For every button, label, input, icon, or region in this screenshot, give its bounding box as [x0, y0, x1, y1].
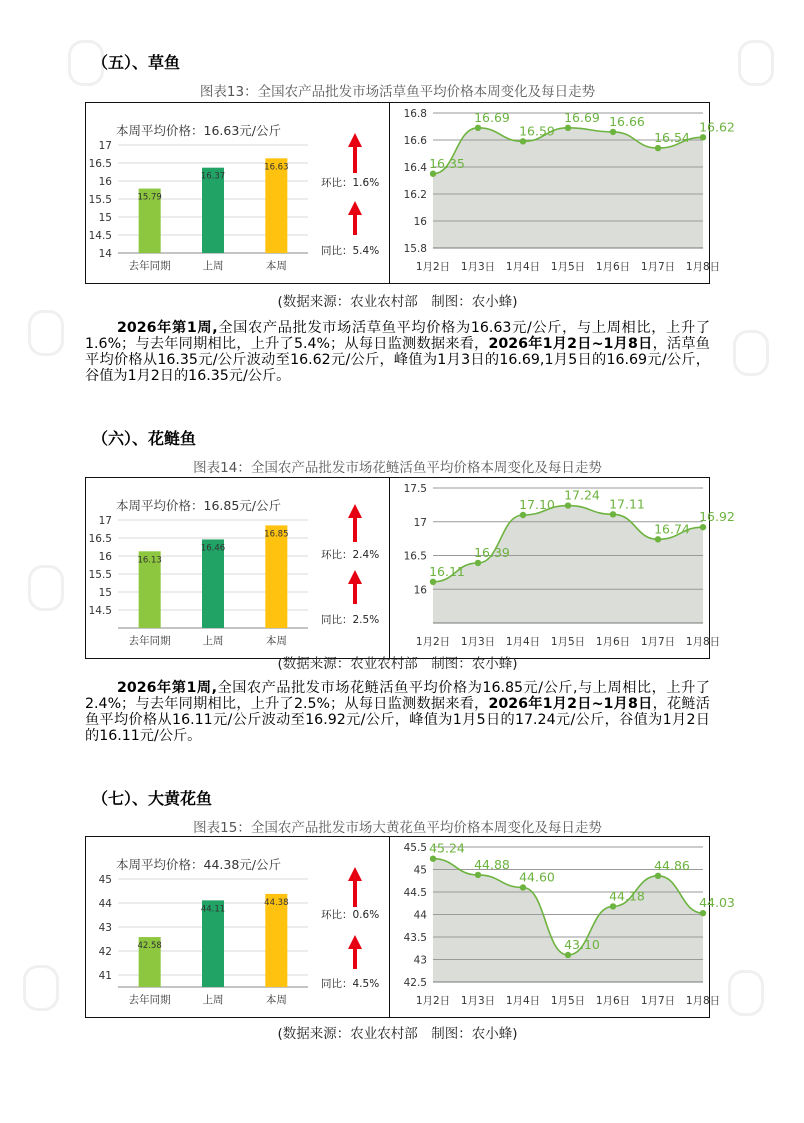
data-point	[655, 536, 661, 542]
y-tick-label: 17	[98, 140, 112, 152]
weekly-bar-panel	[86, 478, 389, 658]
x-tick-label: 1月3日	[460, 261, 496, 273]
data-point	[565, 952, 571, 958]
x-tick-label: 本周	[265, 635, 287, 647]
data-label: 43.10	[564, 937, 600, 952]
bar	[265, 158, 287, 253]
x-tick-label: 上周	[202, 994, 224, 1006]
data-label: 16.39	[474, 544, 510, 560]
weekly-average-label: 本周平均价格：44.38元/公斤	[116, 857, 281, 872]
data-label: 45.24	[429, 840, 465, 856]
data-source: (数据来源：农业农村部 制图：农小蜂)	[277, 294, 518, 310]
x-tick-label: 1月4日	[505, 261, 541, 273]
figure-box	[85, 102, 735, 284]
y-tick-label: 15	[98, 587, 112, 599]
x-tick-label: 1月4日	[505, 636, 541, 648]
data-point	[700, 910, 706, 916]
data-label: 44.18	[609, 888, 645, 904]
y-tick-label: 16	[413, 584, 427, 597]
x-tick-label: 本周	[265, 260, 287, 272]
figure-title: 图表13：全国农产品批发市场活草鱼平均价格本周变化及每日走势	[199, 84, 596, 100]
data-label: 44.86	[654, 857, 690, 873]
data-source: (数据来源：农业农村部 制图：农小蜂)	[277, 656, 518, 672]
weekly-bar-panel	[86, 103, 389, 283]
data-point	[610, 129, 616, 135]
x-tick-label: 本周	[265, 994, 287, 1006]
watermark-logo	[725, 320, 799, 394]
y-tick-label: 17.5	[403, 483, 427, 495]
data-point	[430, 171, 436, 177]
data-point	[520, 884, 526, 890]
weekly-average-label: 本周平均价格：16.85元/公斤	[116, 498, 281, 513]
data-point	[565, 502, 571, 508]
summary-paragraph: 2026年第1周,全国农产品批发市场活草鱼平均价格为16.63元/公斤，与上周相比，上升了1.6%；与去年同期相比，上升了5.4%；从每日监测数据来看，2026年1月2日~1月8日，活草鱼平均价格从16.35元/公斤波动至16.62元/公斤，峰值为1月3日的16.69,1月5日的16.69元/公斤，谷值为1月2日的16.35元/公斤。	[85, 320, 711, 384]
y-tick-label: 16	[98, 176, 112, 188]
x-tick-label: 1月5日	[550, 636, 586, 648]
bar-chart	[86, 478, 316, 658]
data-point	[700, 524, 706, 530]
area-fill	[433, 856, 703, 982]
data-label: 17.24	[564, 487, 600, 503]
data-label: 42.58	[137, 941, 162, 952]
y-tick-label: 16.5	[88, 533, 112, 545]
figure-box	[85, 836, 735, 1018]
data-label: 44.60	[519, 869, 555, 885]
watermark-logo	[20, 300, 94, 374]
x-tick-label: 1月3日	[460, 636, 496, 648]
line-chart	[391, 837, 735, 1017]
y-tick-label: 14.5	[88, 605, 112, 617]
y-tick-label: 45	[98, 874, 112, 886]
section-title: （五）、草鱼	[92, 53, 181, 72]
data-point	[475, 872, 481, 878]
data-label: 44.38	[264, 897, 289, 908]
panel-divider	[389, 478, 390, 658]
arrow-up-icon	[347, 133, 363, 173]
data-point	[430, 856, 436, 862]
bar	[265, 525, 287, 628]
yoy-change-text: 同比：4.5%	[321, 978, 380, 990]
panel-divider	[389, 837, 390, 1017]
y-tick-label: 17	[98, 515, 112, 527]
section-title: （六）、花鲢鱼	[92, 429, 197, 448]
area-fill	[433, 128, 703, 248]
y-tick-label: 43.5	[403, 932, 427, 944]
data-point	[655, 145, 661, 151]
line-chart	[391, 478, 735, 658]
daily-trend-panel	[391, 837, 735, 1017]
data-label: 16.37	[200, 171, 226, 182]
yoy-change-text: 同比：2.5%	[321, 614, 380, 626]
x-tick-label: 1月2日	[415, 261, 451, 273]
data-label: 16.11	[429, 563, 465, 579]
y-tick-label: 16.4	[403, 162, 427, 174]
y-tick-label: 44	[98, 898, 112, 910]
data-label: 16.63	[264, 162, 289, 173]
y-tick-label: 45	[413, 864, 427, 877]
data-point	[565, 125, 571, 131]
y-tick-label: 15.5	[88, 194, 112, 206]
y-tick-label: 44.5	[403, 887, 427, 899]
yoy-change-text: 同比：5.4%	[321, 245, 380, 257]
x-tick-label: 1月2日	[415, 636, 451, 648]
y-tick-label: 15.8	[403, 243, 427, 255]
weekly-average-label: 本周平均价格：16.63元/公斤	[116, 123, 281, 138]
data-point	[520, 512, 526, 518]
y-tick-label: 16.2	[403, 189, 427, 201]
y-tick-label: 44	[413, 909, 427, 922]
arrow-up-icon	[347, 570, 363, 604]
data-source: (数据来源：农业农村部 制图：农小蜂)	[277, 1026, 518, 1042]
y-tick-label: 15	[98, 212, 112, 224]
mom-change-text: 环比：2.4%	[321, 549, 380, 561]
x-tick-label: 1月6日	[595, 636, 631, 648]
x-tick-label: 1月7日	[640, 261, 676, 273]
bar-chart	[86, 103, 316, 283]
y-tick-label: 42	[98, 946, 112, 958]
x-tick-label: 1月2日	[415, 995, 451, 1007]
watermark-logo	[15, 955, 89, 1029]
x-tick-label: 上周	[202, 635, 224, 647]
panel-divider	[389, 103, 390, 283]
y-tick-label: 45.5	[403, 842, 427, 854]
data-label: 44.03	[699, 895, 735, 911]
data-point	[520, 138, 526, 144]
data-label: 16.85	[264, 529, 289, 540]
data-label: 15.79	[137, 192, 162, 203]
data-label: 16.62	[699, 119, 735, 135]
y-tick-label: 16.6	[403, 135, 427, 147]
x-tick-label: 1月8日	[685, 995, 721, 1007]
y-tick-label: 43	[413, 954, 427, 967]
y-tick-label: 14	[98, 248, 112, 260]
mom-change-text: 环比：1.6%	[321, 177, 380, 189]
x-tick-label: 1月7日	[640, 995, 676, 1007]
weekly-bar-panel	[86, 837, 389, 1017]
data-label: 16.35	[429, 155, 465, 171]
data-point	[610, 511, 616, 517]
summary-paragraph: 2026年第1周,全国农产品批发市场花鲢活鱼平均价格为16.85元/公斤,与上周相比，上升了2.4%；与去年同期相比，上升了2.5%；从每日监测数据来看，2026年1月2日~1月8日，花鲢活鱼平均价格从16.11元/公斤波动至16.92元/公斤，峰值为1月5日的17.24元/公斤，谷值为1月2日的16.11元/公斤。	[85, 680, 710, 744]
daily-trend-panel	[391, 103, 735, 283]
y-tick-label: 41	[98, 970, 112, 982]
data-label: 16.69	[474, 109, 510, 125]
x-tick-label: 1月8日	[685, 261, 721, 273]
y-tick-label: 16.8	[403, 108, 427, 120]
figure-box	[85, 477, 735, 659]
data-point	[475, 560, 481, 566]
y-tick-label: 17	[413, 516, 427, 529]
y-tick-label: 16	[413, 216, 427, 228]
data-label: 16.92	[699, 509, 735, 525]
data-label: 16.69	[564, 109, 600, 125]
watermark-logo	[730, 30, 804, 104]
x-tick-label: 1月6日	[595, 995, 631, 1007]
mom-change-text: 环比：0.6%	[321, 909, 380, 921]
y-tick-label: 42.5	[403, 977, 427, 989]
arrow-up-icon	[347, 867, 363, 907]
data-point	[430, 579, 436, 585]
data-label: 17.10	[519, 497, 555, 512]
x-tick-label: 1月5日	[550, 995, 586, 1007]
x-tick-label: 1月6日	[595, 261, 631, 273]
watermark-logo	[20, 555, 94, 629]
y-tick-label: 15.5	[88, 569, 112, 581]
arrow-up-icon	[347, 504, 363, 542]
y-tick-label: 16	[98, 551, 112, 563]
y-tick-label: 16.5	[88, 158, 112, 170]
bar-chart	[86, 837, 316, 1017]
x-tick-label: 1月3日	[460, 995, 496, 1007]
y-tick-label: 16.5	[403, 550, 427, 563]
data-label: 16.13	[137, 555, 162, 566]
data-point	[700, 134, 706, 140]
arrow-up-icon	[347, 201, 363, 235]
x-tick-label: 1月7日	[640, 636, 676, 648]
x-tick-label: 1月8日	[685, 636, 721, 648]
x-tick-label: 去年同期	[128, 635, 171, 647]
x-tick-label: 去年同期	[128, 260, 171, 272]
data-label: 44.11	[200, 904, 226, 915]
figure-title: 图表14：全国农产品批发市场花鲢活鱼平均价格本周变化及每日走势	[193, 460, 602, 476]
data-label: 16.59	[519, 123, 555, 139]
section-title: （七）、大黄花鱼	[92, 789, 213, 808]
x-tick-label: 1月4日	[505, 995, 541, 1007]
arrow-up-icon	[347, 935, 363, 969]
watermark-logo	[720, 960, 794, 1034]
data-label: 16.74	[654, 521, 690, 537]
data-label: 17.11	[609, 496, 645, 512]
data-label: 16.46	[200, 543, 226, 554]
data-point	[610, 903, 616, 909]
data-point	[475, 125, 481, 131]
line-chart	[391, 103, 735, 283]
y-tick-label: 14.5	[88, 230, 112, 242]
x-tick-label: 去年同期	[128, 994, 171, 1006]
x-tick-label: 上周	[202, 260, 224, 272]
data-label: 16.66	[609, 113, 645, 129]
data-label: 44.88	[474, 856, 510, 872]
daily-trend-panel	[391, 478, 735, 658]
data-point	[655, 873, 661, 879]
data-label: 16.54	[654, 130, 690, 146]
x-tick-label: 1月5日	[550, 261, 586, 273]
figure-title: 图表15：全国农产品批发市场大黄花鱼平均价格本周变化及每日走势	[193, 820, 602, 836]
y-tick-label: 43	[98, 922, 112, 934]
